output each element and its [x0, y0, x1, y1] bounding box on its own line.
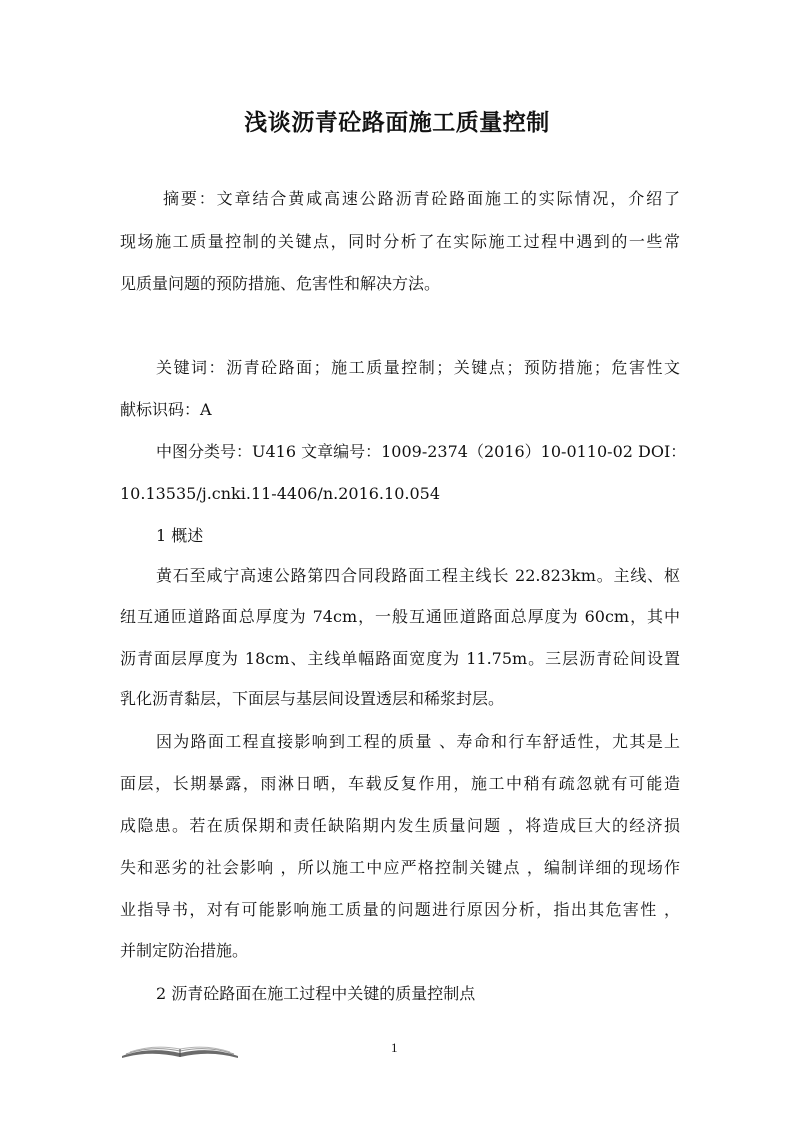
section-2-heading: 2 沥青砼路面在施工过程中关键的质量控制点	[156, 984, 476, 1003]
abstract-line-1: 摘要：文章结合黄咸高速公路沥青砼路面施工的实际情况，介绍了	[163, 189, 680, 208]
keywords-line-2: 献标识码：A	[120, 400, 212, 419]
para1-line-4: 乳化沥青黏层，下面层与基层间设置透层和稀浆封层。	[120, 689, 505, 708]
document-title: 浅谈沥青砼路面施工质量控制	[244, 110, 550, 136]
section-1-heading: 1 概述	[156, 526, 204, 545]
page-number: 1	[391, 1040, 398, 1055]
para2-line-3: 成隐患。若在质保期和责任缺陷期内发生质量问题 ，将造成巨大的经济损	[120, 816, 680, 835]
keywords-line-1: 关键词：沥青砼路面；施工质量控制；关键点；预防措施；危害性文	[156, 358, 680, 377]
abstract-line-3: 见质量问题的预防措施、危害性和解决方法。	[120, 274, 441, 293]
abstract-line-2: 现场施工质量控制的关键点，同时分析了在实际施工过程中遇到的一些常	[120, 232, 680, 251]
para2-line-6: 并制定防治措施。	[120, 941, 249, 960]
classification-line-2: 10.13535/j.cnki.11-4406/n.2016.10.054	[120, 484, 440, 503]
classification-line-1: 中图分类号：U416 文章编号：1009-2374（2016）10-0110-02 DOI：	[156, 442, 687, 461]
para1-line-1: 黄石至咸宁高速公路第四合同段路面工程主线长 22.823km。主线、枢	[156, 566, 680, 585]
para1-line-2: 纽互通匝道路面总厚度为 74cm，一般互通匝道路面总厚度为 60cm，其中	[120, 607, 680, 626]
para2-line-1: 因为路面工程直接影响到工程的质量 、寿命和行车舒适性，尤其是上	[156, 732, 680, 751]
para2-line-2: 面层，长期暴露，雨淋日晒，车载反复作用，施工中稍有疏忽就有可能造	[120, 774, 680, 793]
para2-line-5: 业指导书，对有可能影响施工质量的问题进行原因分析，指出其危害性 ，	[120, 900, 680, 919]
open-book-icon	[120, 1040, 240, 1060]
para2-line-4: 失和恶劣的社会影响 ，所以施工中应严格控制关键点 ，编制详细的现场作	[120, 858, 680, 877]
para1-line-3: 沥青面层厚度为 18cm、主线单幅路面宽度为 11.75m。三层沥青砼间设置	[120, 649, 680, 668]
